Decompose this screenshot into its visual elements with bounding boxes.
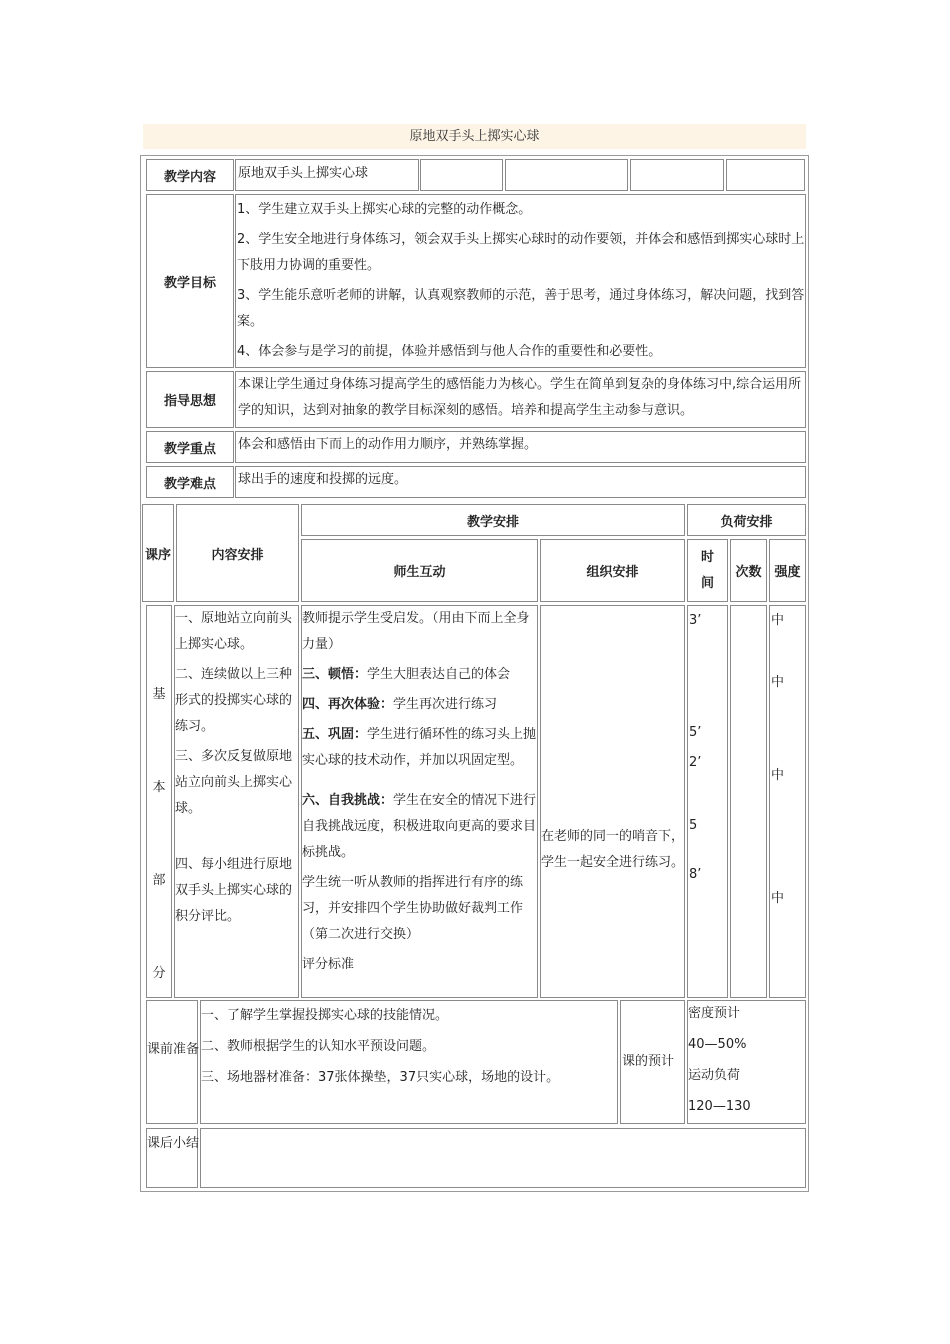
- interaction-text: 学生统一听从教师的指挥进行有序的练习，并安排四个学生协助做好裁判工作（第二次进行交换）: [302, 875, 524, 942]
- difficulty-value: 球出手的速度和投掷的远度。: [235, 466, 806, 498]
- section-label: 基本部分: [152, 687, 166, 981]
- time-value: 2’: [689, 755, 702, 770]
- content-cell: [174, 605, 299, 998]
- content-item: 四、每小组进行原地双手头上掷实心球的积分评比。: [175, 857, 293, 924]
- forecast-item: 密度预计: [688, 1006, 741, 1021]
- count-cell: [730, 605, 767, 998]
- content-item: 一、原地站立向前头上掷实心球。: [175, 611, 293, 652]
- forecast-label-cell: [620, 1000, 685, 1124]
- summary-label: 课后小结: [147, 1136, 200, 1151]
- empty-cell: [726, 159, 805, 191]
- prep-item: 三、场地器材准备：37张体操垫，37只实心球，场地的设计。: [201, 1070, 560, 1085]
- intensity-value: 中: [771, 891, 785, 906]
- content-item: 三、多次反复做原地站立向前头上掷实心球。: [175, 749, 293, 816]
- interaction-header: 师生互动: [301, 539, 538, 602]
- goals-cell: [235, 194, 806, 368]
- goal-item: 3、学生能乐意听老师的讲解，认真观察教师的示范，善于思考，通过身体练习，解决问题，找到答案。: [237, 288, 805, 329]
- interaction-text: 五、巩固：学生进行循环性的练习头上抛实心球的技术动作，并加以巩固定型。: [302, 727, 537, 768]
- time-cell: [687, 605, 728, 998]
- prep-item: 二、教师根据学生的认知水平预设问题。: [201, 1039, 436, 1054]
- interaction-text: 四、再次体验：学生再次进行练习: [302, 697, 498, 712]
- guide-label: 指导思想: [146, 371, 234, 428]
- difficulty-label: 教学难点: [146, 466, 234, 498]
- goal-item: 1、学生建立双手头上掷实心球的完整的动作概念。: [237, 202, 532, 217]
- prep-item: 一、了解学生掌握投掷实心球的技能情况。: [201, 1008, 449, 1023]
- key-value: 体会和感悟由下而上的动作用力顺序，并熟练掌握。: [235, 431, 806, 463]
- organization-cell: [540, 605, 685, 998]
- empty-cell: [630, 159, 724, 191]
- order-header: 课序: [142, 504, 174, 602]
- interaction-text: 教师提示学生受启发。（用由下而上全身力量）: [302, 611, 530, 652]
- time-value: 5: [689, 818, 698, 833]
- organization-text: 在老师的同一的哨音下，学生一起安全进行练习。: [541, 829, 685, 870]
- page-title: 原地双手头上掷实心球: [143, 124, 806, 149]
- forecast-item: 40—50%: [688, 1037, 747, 1052]
- time-value: 8’: [689, 867, 702, 882]
- content-value: 原地双手头上掷实心球: [235, 159, 419, 191]
- guide-value: 本课让学生通过身体练习提高学生的感悟能力为核心。学生在简单到复杂的身体练习中,综合运用所学的知识，达到对抽象的教学目标深刻的感悟。培养和提高学生主动参与意识。: [235, 371, 806, 428]
- interaction-text: 评分标准: [302, 957, 355, 972]
- organization-header: 组织安排: [540, 539, 685, 602]
- prep-label-cell: [146, 1000, 198, 1124]
- intensity-value: 中: [771, 675, 785, 690]
- summary-value: [200, 1128, 806, 1188]
- intensity-value: 中: [771, 613, 785, 628]
- interaction-text: 三、顿悟：学生大胆表达自己的体会: [302, 667, 511, 682]
- prep-label: 课前准备: [147, 1042, 200, 1057]
- intensity-header: 强度: [769, 539, 806, 602]
- empty-cell: [505, 159, 628, 191]
- content-item: 二、连续做以上三种形式的投掷实心球的练习。: [175, 667, 293, 734]
- key-label: 教学重点: [146, 431, 234, 463]
- empty-cell: [420, 159, 503, 191]
- forecast-label: 课的预计: [622, 1054, 675, 1069]
- content-header: 内容安排: [176, 504, 299, 602]
- time-value: 3’: [689, 613, 702, 628]
- summary-label-cell: [146, 1128, 198, 1188]
- forecast-item: 120—130: [688, 1099, 751, 1114]
- goal-item: 4、体会参与是学习的前提，体验并感悟到与他人合作的重要性和必要性。: [237, 344, 662, 359]
- goals-label: 教学目标: [146, 194, 234, 368]
- section-cell: [146, 605, 172, 998]
- goal-item: 2、学生安全地进行身体练习，领会双手头上掷实心球时的动作要领，并体会和感悟到掷实心球时上下肢用力协调的重要性。: [237, 232, 805, 273]
- forecast-item: 运动负荷: [688, 1068, 741, 1083]
- time-header: 时间: [687, 539, 728, 602]
- interaction-cell: [301, 605, 538, 998]
- intensity-cell: [769, 605, 806, 998]
- intensity-value: 中: [771, 768, 785, 783]
- forecast-cell: [687, 1000, 806, 1124]
- teaching-header: 教学安排: [301, 504, 685, 536]
- load-header: 负荷安排: [687, 504, 806, 536]
- content-label: 教学内容: [146, 159, 234, 191]
- time-value: 5’: [689, 725, 702, 740]
- prep-cell: [200, 1000, 618, 1124]
- interaction-text: 六、自我挑战：学生在安全的情况下进行自我挑战远度，积极进取向更高的要求目标挑战。: [302, 793, 537, 860]
- count-header: 次数: [730, 539, 767, 602]
